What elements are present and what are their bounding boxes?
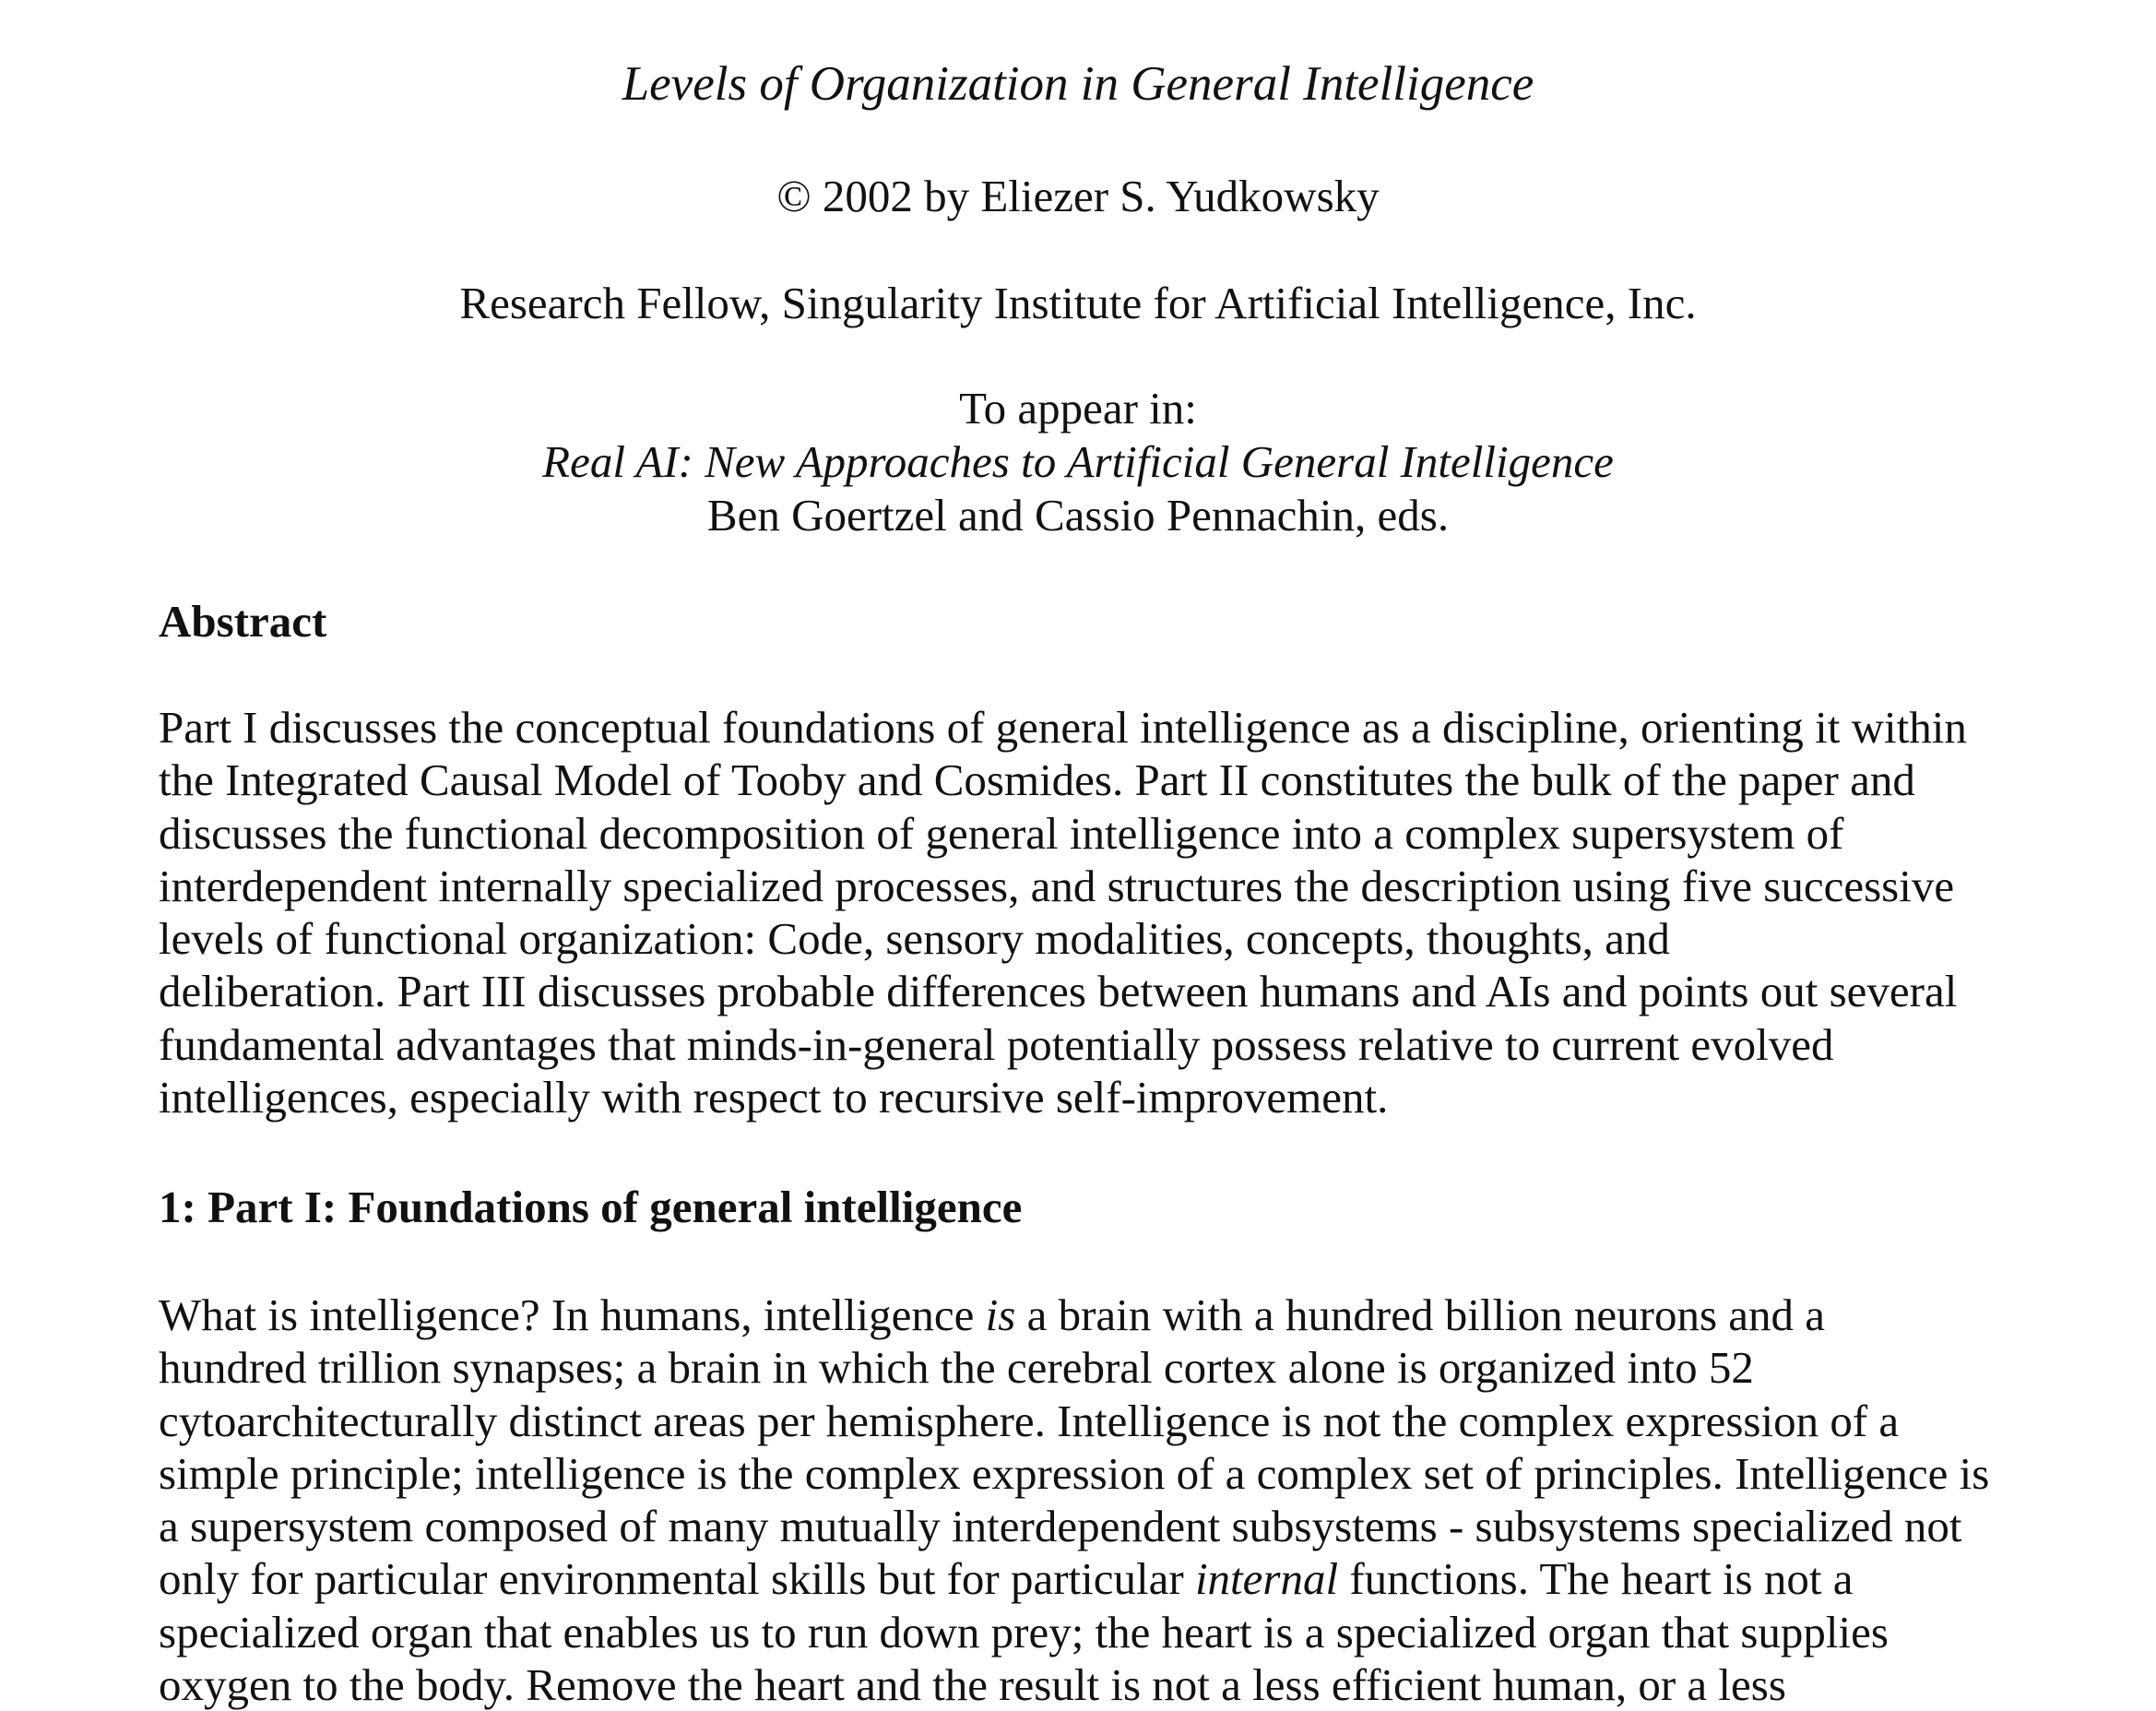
paragraph-line: [159, 1552, 2003, 1605]
text-run: functions. The heart is not a: [1338, 1553, 1854, 1605]
author-affiliation: Research Fellow, Singularity Institute for Artificial Intelligence, Inc.: [459, 278, 1697, 328]
book-title: Real AI: New Approaches to Artificial General Intelligence: [542, 436, 1614, 487]
text-run: What is intelligence? In humans, intelligence: [159, 1289, 986, 1340]
abstract-line: deliberation. Part III discusses probable differences between humans and AIs and points out several: [159, 966, 1958, 1017]
emphasis-text: is: [985, 1289, 1016, 1340]
text-run: only for particular environmental skills but for particular: [159, 1553, 1195, 1605]
section-heading: 1: Part I: Foundations of general intelligence: [159, 1182, 1023, 1232]
text-run: a brain with a hundred billion neurons and a: [1015, 1289, 1826, 1340]
book-editors: Ben Goertzel and Cassio Pennachin, eds.: [706, 490, 1450, 541]
emphasis-text: internal: [1194, 1553, 1339, 1605]
paragraph-line: [159, 1289, 2003, 1341]
abstract-line: levels of functional organization: Code, sensory modalities, concepts, thoughts, and: [159, 913, 1670, 965]
paragraph-line: simple principle; intelligence is the complex expression of a complex set of principles. Intelligence is: [159, 1447, 1990, 1499]
copyright-line: © 2002 by Eliezer S. Yudkowsky: [776, 171, 1380, 221]
abstract-line: fundamental advantages that minds-in-general potentially possess relative to current evolved: [159, 1018, 1834, 1070]
appear-in-label: To appear in:: [959, 383, 1197, 434]
abstract-line: the Integrated Causal Model of Tooby and Cosmides. Part II constitutes the bulk of the paper and: [159, 755, 1915, 806]
paragraph-line: specialized organ that enables us to run down prey; the heart is a specialized organ that supplies: [159, 1606, 1889, 1658]
section-paragraph: [159, 1289, 2003, 1711]
paper-title: Levels of Organization in General Intelligence: [622, 57, 1534, 111]
abstract-paragraph: [159, 701, 2003, 1123]
abstract-line: interdependent internally specialized processes, and structures the description using five successive: [159, 860, 1955, 911]
abstract-heading: Abstract: [159, 596, 327, 647]
abstract-line: intelligences, especially with respect to recursive self-improvement.: [159, 1072, 1389, 1123]
abstract-line: Part I discusses the conceptual foundations of general intelligence as a discipline, orienting it within: [159, 702, 1967, 753]
paragraph-line: cytoarchitecturally distinct areas per hemisphere. Intelligence is not the complex expression of a: [159, 1395, 1900, 1446]
abstract-line: discusses the functional decomposition of general intelligence into a complex supersystem of: [159, 807, 1844, 859]
paragraph-line: hundred trillion synapses; a brain in which the cerebral cortex alone is organized into 52: [159, 1342, 1754, 1394]
paragraph-line: a supersystem composed of many mutually interdependent subsystems - subsystems specialized not: [159, 1501, 1962, 1552]
paragraph-line: oxygen to the body. Remove the heart and the result is not a less efficient human, or a less: [159, 1659, 1786, 1711]
